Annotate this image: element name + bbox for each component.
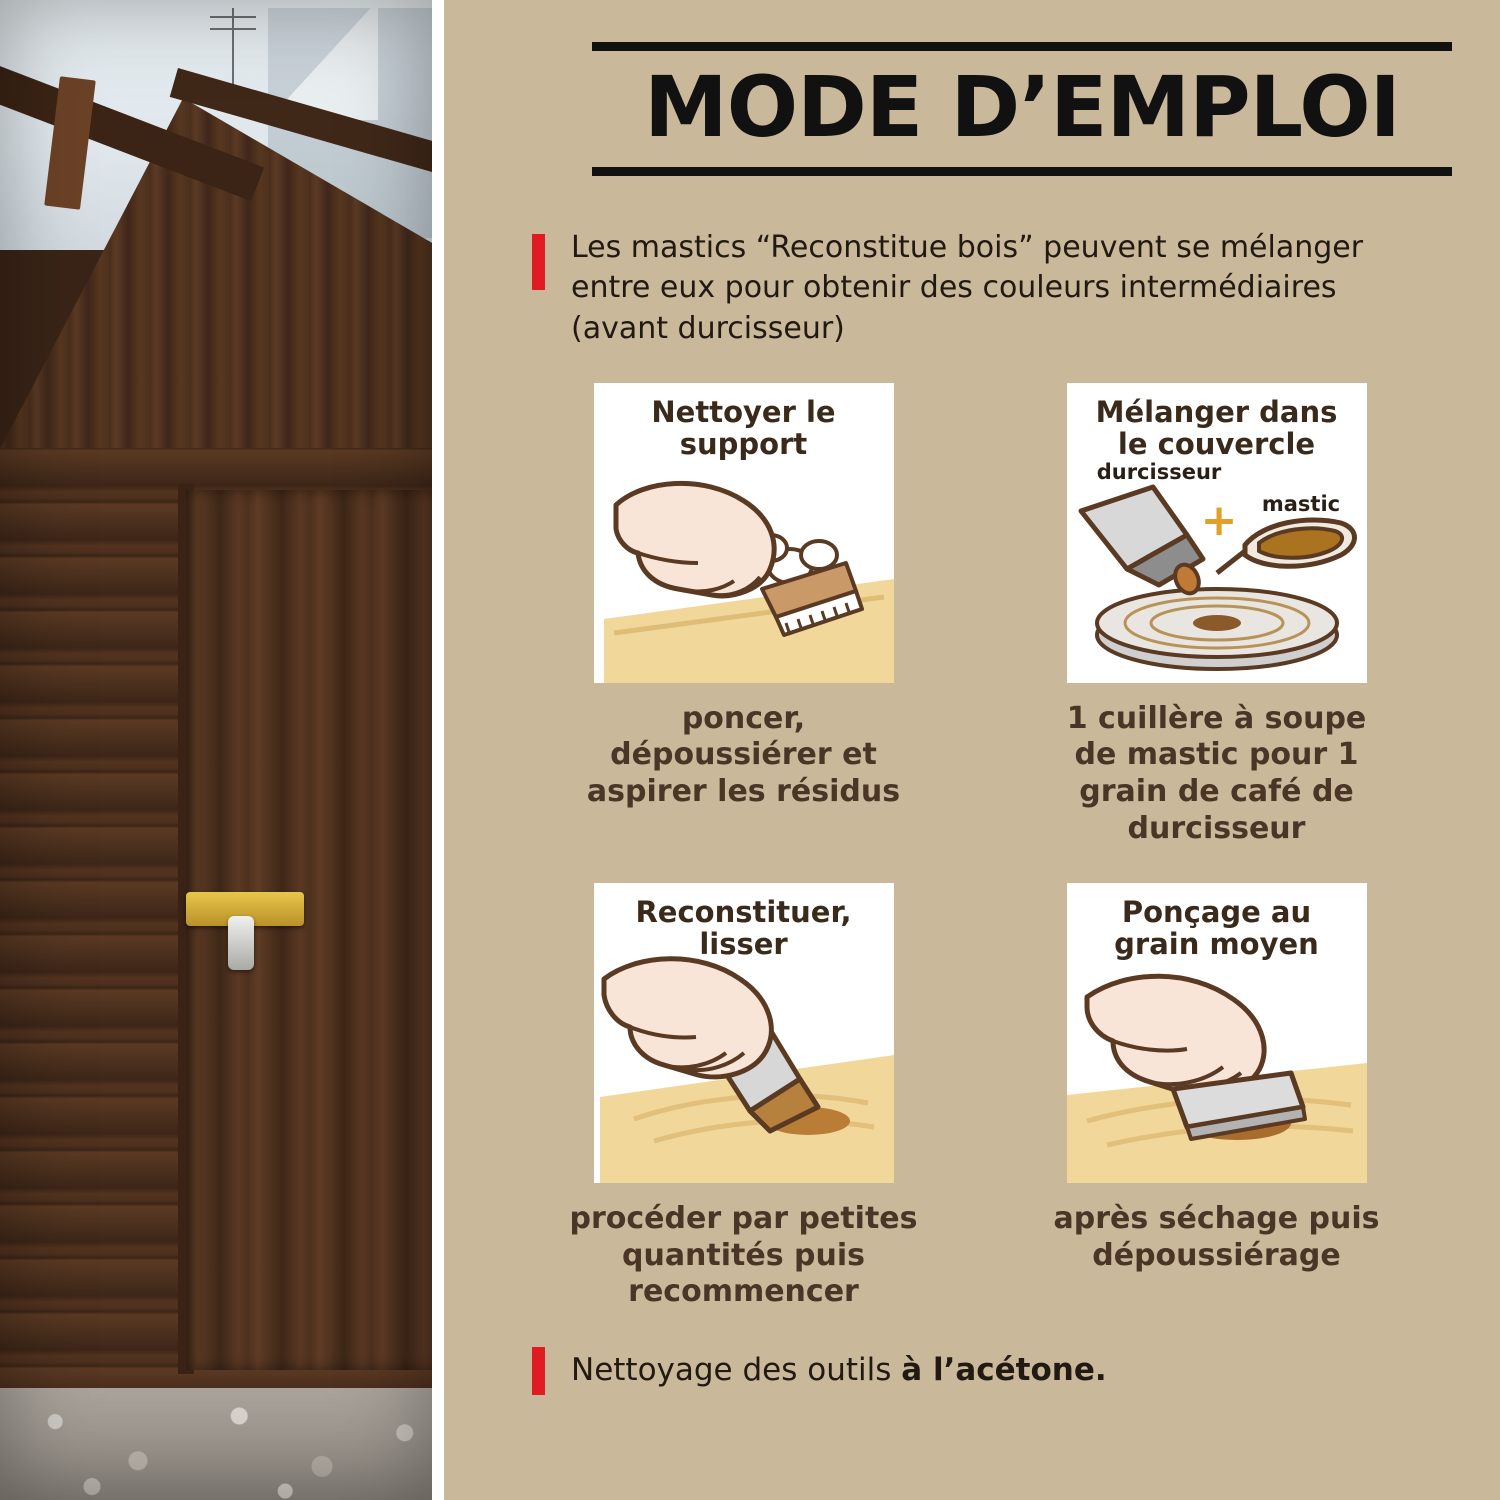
step-1-caption: poncer, dépoussiérer et aspirer les résidus (586, 700, 901, 809)
step-2 (995, 383, 1438, 873)
step-1 (522, 383, 965, 873)
step-4-caption: après séchage puis dépoussiérage (1053, 1201, 1380, 1273)
step-3-card (594, 883, 894, 1183)
shed-gable (0, 60, 432, 460)
step-4 (995, 883, 1438, 1337)
page-title: MODE D’EMPLOI (644, 58, 1400, 156)
intro-note (532, 228, 1440, 349)
step-2-card (1067, 383, 1367, 683)
latch-handle-icon (228, 916, 254, 970)
red-accent-bar (532, 234, 545, 290)
panel-divider (432, 0, 444, 1500)
footer-text-plain: Nettoyage des outils (571, 1351, 902, 1388)
label-plus: + (1200, 494, 1237, 546)
step-1-title: Nettoyer le support (651, 394, 836, 461)
title-rule-bottom (592, 167, 1452, 176)
step-3-caption: procéder par petites quantités puis recommencer (569, 1201, 918, 1310)
step-4-card (1067, 883, 1367, 1183)
wooden-shed (0, 60, 432, 1380)
intro-text: Les mastics “Reconstitue bois” peuvent se mélanger entre eux pour obtenir des couleurs intermédiaires (avant durcisseur) (571, 230, 1364, 346)
title-rule-top (592, 42, 1452, 51)
footer-note (532, 1345, 1440, 1395)
step-2-caption: 1 cuillère à soupe de mastic pour 1 grain de café de durcisseur (1066, 700, 1367, 846)
shed-door (186, 490, 432, 1370)
step-3 (522, 883, 965, 1337)
red-accent-bar-footer (532, 1347, 545, 1395)
gravel-ground (0, 1388, 432, 1500)
step-1-card (594, 383, 894, 683)
step-3-title: Reconstituer, lisser (635, 895, 852, 962)
label-durcisseur: durcisseur (1096, 459, 1221, 484)
shed-photo (0, 0, 432, 1500)
step-4-title: Ponçage au grain moyen (1114, 895, 1319, 962)
steps-grid (522, 383, 1438, 1337)
footer-text (571, 1352, 1107, 1388)
step-2-title: Mélanger dans le couvercle (1095, 394, 1338, 461)
footer-text-bold: à l’acétone. (901, 1351, 1107, 1388)
instructions-panel (444, 0, 1500, 1500)
title-block (592, 42, 1452, 176)
label-mastic: mastic (1261, 491, 1340, 516)
